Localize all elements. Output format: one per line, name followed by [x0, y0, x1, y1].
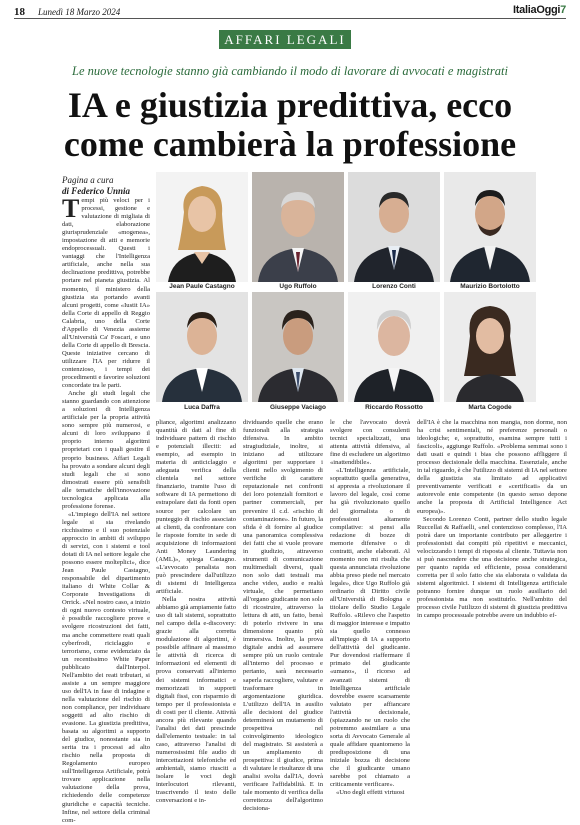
kicker: Le nuove tecnologie stanno già cambiando il modo di lavorare di avvocati e magistrati [72, 64, 508, 78]
portrait-image [252, 292, 344, 402]
portrait-image [156, 172, 248, 282]
headline-line-2: come cambierà la professione [63, 124, 517, 164]
article-column-5: dell'IA è che la macchina non mangia, non dorme, non ha crisi sentimentali, né preferenze personali o ideologiche; e, soprattutto, esamina sempre tutti i fascicoli», aggiunge Ruffolo. «Problema semmai sono i dati usati e quindi i bias che possono affliggere il processo decisionale della macchina. Essenziale, anche in tal riguardo, è che l'utilizzo di sistemi di IA nel settore della giustizia sia limitato ad applicativi preventivamente verificati e «certificati» da un autorevole ente competente (in questo senso depone anche la proposta di Artificial Intelligence Act europea)». Secondo Lorenzo Conti, partner dello studio legale Ruccellai & Raffaelli, «nel contenzioso complesso, l'IA potrà dare un importante contributo per alleggerire i professionisti dai compiti più ripetitivi e meccanici, velocizzando i tempi di risposta al cliente. Tuttavia non si può nascondere che una decisione anche strategica, per quanto rapida ed efficiente, possa considerarsi corretta per il solo fatto che sia elaborata o validata da sistemi algoritmici. I sistemi di Intelligenza artificiale potranno fornire dunque un ruolo ausiliario del professionista ma non sostituirlo. Nell'ambito del processo civile l'utilizzo di sistemi di giustizia predittiva in campo processuale potrebbe avere un indubbio ef- [417, 419, 567, 620]
brand-logo: ItaliaOggi7 [513, 4, 566, 16]
byline-label: Pagina a cura [62, 175, 114, 185]
page-number: 18 [14, 6, 25, 18]
caption-ruffolo: Ugo Ruffolo [279, 283, 317, 290]
caption-cogode: Marta Cogode [468, 404, 512, 411]
portrait-image [444, 292, 536, 402]
caption-daffra: Luca Daffra [184, 404, 220, 411]
caption-castagno: Jean Paule Castagno [169, 283, 235, 290]
caption-rossotto: Riccardo Rossotto [365, 404, 423, 411]
article-column-4: le che l'avvocato dovrà svolgere con consulenti tecnici specializzati, una attenta attività difensiva, al fine di escludere un algoritmo «inattendibile». «L'Intelligenza artificiale, soprattutto quella generativa, si appresta a rivoluzionare il lavoro del legale, così come ha già rivoluzionato quello del giornalista o di professioni altamente compilative: si pensi alla redazione di bozze di memorie difensive o di contratti, anche elaborati. Al momento non mi risulta che questa annunciata rivoluzione abbia preso piede nel mercato legale», dice Ugo Ruffolo già ordinario di Diritto civile all'Università di Bologna e titolare dello Studio Legale Ruffolo. «Rilevo che l'aspetto di maggior interesse e impatto sia quello connesso all'impiego di IA a supporto dell'attività del giudicante. Pur dovendosi riaffermare il primato del giudicante «umano», il ricorso ad avanzati sistemi di Intelligenza artificiale dovrebbe essere scarsamente valutato per affiancare l'attività decisionale, (spiazzando ne un ruolo che potremmo assimilare a una sorta di Avvocato Generale al quale affidare quantomeno la predisposizione di una iniziale bozza di decisione che il giudicante umano sarebbe poi chiamato a criticamente verificare». «Uno degli effetti virtuosi [330, 419, 410, 797]
photo-vaciago [252, 292, 344, 402]
byline-author: di Federico Unnia [62, 186, 131, 196]
portrait-image [444, 172, 536, 282]
photo-castagno [156, 172, 248, 282]
headline [0, 86, 580, 164]
photo-conti [348, 172, 440, 282]
portrait-image [348, 172, 440, 282]
caption-conti: Lorenzo Conti [372, 283, 416, 290]
header-rule [14, 18, 566, 19]
article-column-3: dividuando quelle che erano funzionali alla strategia difensiva. In ambito stragiudiziale, inoltre, si iniziano ad utilizzare algoritmi per supportare i clienti nello svolgimento di verifiche di carattere reputazionale nei confronti dei loro potenziali fornitori e partner commerciali, per prevenire il c.d. «rischio di contaminazione». In futuro, la sfida è di fornire al giudice una panoramica complessiva dei fatti che si vuole provare in giudizio, attraverso strumenti di comunicazione multimediali diversi, quali non solo dati testuali ma anche video, audio e realtà virtuale, che permettano all'organo giudicante non solo di ricostruire, attraverso la lettura di atti, un fatto, bensì di poterlo rivivere in una dimensione quanto più immersiva. Inoltre, la prova digitale andrà ad assumere sempre più un ruolo centrale all'interno del processo e pertanto, sarà necessario saperla raccogliere, valutare e trasformare in argomentazione giuridica. L'utilizzo dell'IA in ausilio alle decisioni del giudice determinerà un mutamento di prospettiva nel coinvolgimento ideologico del magistrato. Si assisterà a un ampliamento di prospettiva: il giudice, prima di valutare le risultanze di una analisi svolta dall'IA, dovrà verificare l'affidabilità. E in tale momento di verifica della correttezza dell'algoritmo decisiona- [243, 419, 323, 813]
section-label: AFFARI LEGALI [219, 30, 351, 49]
issue-date: Lunedì 18 Marzo 2024 [38, 7, 121, 17]
caption-bortolotto: Maurizio Bortolotto [460, 283, 520, 290]
photo-rossotto [348, 292, 440, 402]
photo-bortolotto [444, 172, 536, 282]
photo-daffra [156, 292, 248, 402]
portrait-image [156, 292, 248, 402]
headline-line-1: IA e giustizia predittiva, ecco [67, 85, 513, 125]
article-column-1: Tempi più veloci per i processi, gestione e valutazione di migliaia di dati, elaborazione giurisprudenziale «mogenea», impostazione di atti e memorie endoprocessuali. Questi i vantaggi che l'Intelligenza artificiale, anche nella sua declinazione predittiva, potrebbe portare nel pianeta giustizia. Al momento, il ministero della giustizia sta portando avanti alcuni progetti, come «Iustit IA» della Corte di appello di Reggio Calabria, uno della Corte d'Appello di Venezia assieme all'Università Ca' Foscari, e uno della Corte di appello di Brescia. Queste iniziative cercano di utilizzare l'IA per ridurre il contenzioso, i tempi dei procedimenti e favorire soluzioni concordate tra le parti. Anche gli studi legali che stanno guardando con attenzione a soluzioni di Intelligenza artificiale per la propria attività sono sempre più numerosi, e alcuni di loro sviluppano il proprio interno algoritmi proprietari con i quali gestire il proprio business. Affari Legali ha provato a sondare alcuni degli studi legali che si sono dimostrati essere più sensibili alle tematiche dell'innovazione tecnologica applicata alla professione forense. «L'impiego dell'IA nel settore legale si sta rivelando ricchissimo e il suo potenziale approccio in ambiti di sviluppo di servizi, con i sistemi e tool dotati di IA nel settore legale che possono essere molteplici», dice Jean Paule Castagno, responsabile del dipartimento italiano di White Collar & Corporate Investigations di Orrick. «Nel nostro caso, a inizio di ogni nuovo contesto virtuale, è possibile raccogliere prove e svolgere ricostruzioni dei fatti, ma anche commettere reati quali cyberfrodi, riciclaggio e terrorismo, come evidenziato da un recentissimo White Paper pubblicato dall'Interpol. Nell'ambito dei reati tributari, si assiste a un sempre maggiore uso dell'IA in fase di indagine e nella valutazione del rischio di non compliance, per individuare soggetti ad alto rischio di evasione. La giustizia predittiva, basata su algoritmi a supporto del giudice, nonostante sia in serita tra i processi ad alto rischio nella proposta di Regolamento europeo sull'Intelligenza Artificiale, potrà trovare applicazione nella valutazione della prova, richiedendo delle competenze giuridiche e capacità tecniche. Infine, nel settore della criminal com- [62, 194, 150, 824]
portrait-image [252, 172, 344, 282]
photo-ruffolo [252, 172, 344, 282]
article-column-2: pliance, algoritmi analizzano quantità di dati al fine di individuare pattern di rischio e potenziali illeciti: ad esempio, ad esempio in materia di anticiclaggio e adeguata verifica della clientela nel settore finanziario, tramite l'uso di software di IA permettono di estrapolare dati da fonti open source per calcolare un punteggio di rischio associato ai clienti, da confrontare con le risposte fornite in sede di acquisizione di informazioni Anti Money Laundering (AML)», spiega Castagno. «L'avvocato penalista non può prescindere dall'utilizzo di sistemi di Intelligenza artificiale. Nella nostra attività abbiamo già ampiamente fatto uso di tali sistemi, soprattutto nel campo della e-discovery: grazie alla corretta modulazione di algoritmi, è possibile affinare al massimo le attività di ricerca di informazioni ed elementi di prova conservati all'interno dei sistemi informatici e memorizzati in supporti digitali fissi, con risparmio di tempo per il professionista e di costi per il cliente. Attività ancora più rilevante quando l'analisi dei dati prescinde dall'elemento testuale: in tal caso, attraverso l'analisi di numerosissimi file audio di intercettazioni telefoniche ed ambientali, siamo riusciti a isolare le voci degli interlocutori rilevanti, trascrivendo il testo delle conversazioni e in- [156, 419, 237, 805]
portrait-image [348, 292, 440, 402]
caption-vaciago: Giuseppe Vaciago [270, 404, 326, 411]
dropcap: T [62, 194, 80, 223]
photo-cogode [444, 292, 536, 402]
